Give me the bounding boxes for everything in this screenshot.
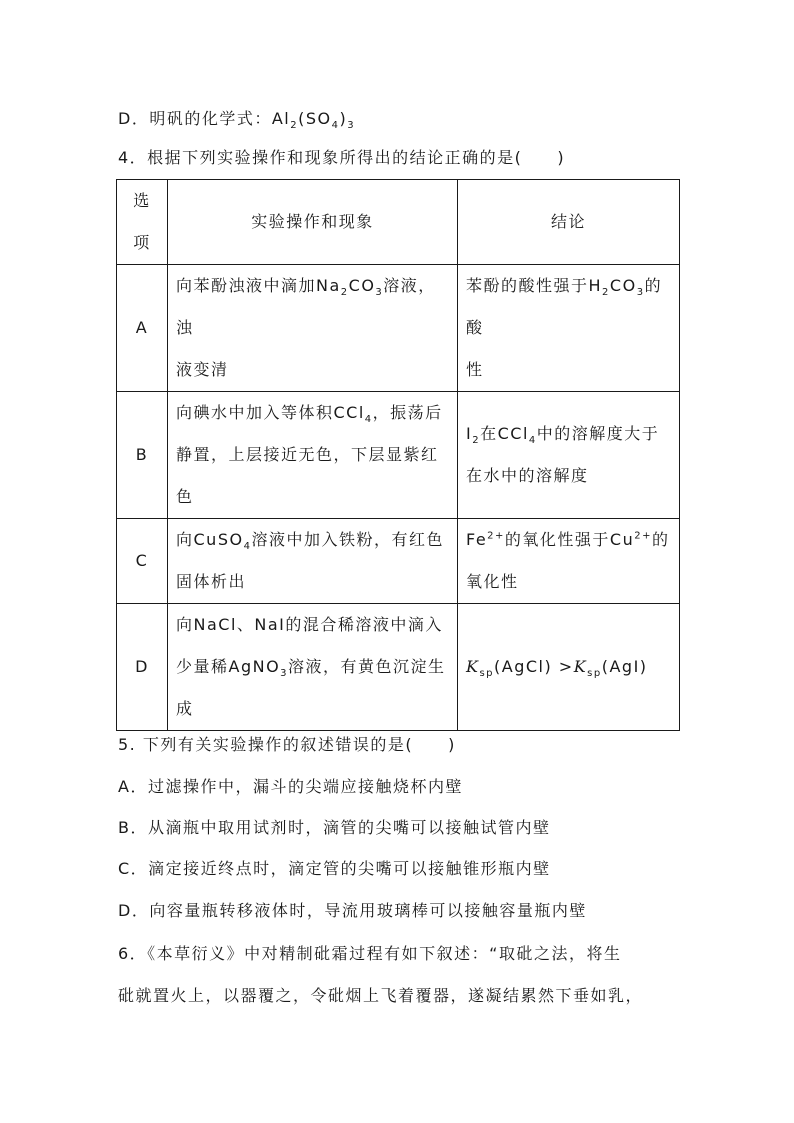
row-d-conclusion: $K_{sp}(AgCl) >K_{sp}(AgI)$ — [458, 604, 680, 731]
row-b-operation: 向碘水中加入等体积CCl$_4$，振荡后 静置，上层接近无色，下层显紫红 色 — [168, 392, 458, 519]
q4-stem: 4．根据下列实验操作和现象所得出的结论正确的是( ) — [118, 148, 566, 167]
table-row-a — [117, 265, 680, 392]
row-c-operation: 向CuSO$_4$溶液中加入铁粉，有红色 固体析出 — [168, 519, 458, 604]
row-d-label: D — [117, 604, 168, 731]
q5-option-d: D．向容量瓶转移液体时，导流用玻璃棒可以接触容量瓶内壁 — [118, 901, 587, 920]
row-d-operation: 向NaCl、NaI的混合稀溶液中滴入 少量稀AgNO$_3$溶液，有黄色沉淀生 成 — [168, 604, 458, 731]
row-c-conclusion: $Fe^{2+}$的氧化性强于$Cu^{2+}$的 氧化性 — [458, 519, 680, 604]
q6-line-1: 6．《本草衍义》中对精制砒霜过程有如下叙述：“取砒之法，将生 — [118, 944, 622, 963]
row-a-label: A — [117, 265, 168, 392]
q4-table — [116, 179, 680, 731]
q5-option-b: B．从滴瓶中取用试剂时，滴管的尖嘴可以接触试管内壁 — [118, 818, 551, 837]
row-c-label: C — [117, 519, 168, 604]
row-a-conclusion: 苯酚的酸性强于$H_2CO_3$的酸 性 — [458, 265, 680, 392]
header-option: 选 项 — [117, 180, 168, 265]
q6-line-2: 砒就置火上，以器覆之，令砒烟上飞着覆器，遂凝结累然下垂如乳， — [118, 986, 644, 1005]
table-header-row — [117, 180, 680, 265]
table-row-b — [117, 392, 680, 519]
row-a-operation: 向苯酚浊液中滴加$Na_2CO_3$溶液，浊 液变清 — [168, 265, 458, 392]
q3-option-d: D．明矾的化学式：$Al_2(SO_4)_3$ — [118, 109, 356, 132]
q5-stem: 5. 下列有关实验操作的叙述错误的是( ) — [118, 735, 456, 754]
header-operation: 实验操作和现象 — [168, 180, 458, 265]
header-conclusion: 结论 — [458, 180, 680, 265]
row-b-label: B — [117, 392, 168, 519]
table-row-d — [117, 604, 680, 731]
row-b-conclusion: $I_2$在CCl$_4$中的溶解度大于 在水中的溶解度 — [458, 392, 680, 519]
q5-option-c: C．滴定接近终点时，滴定管的尖嘴可以接触锥形瓶内壁 — [118, 859, 551, 878]
table-row-c — [117, 519, 680, 604]
q5-option-a: A．过滤操作中，漏斗的尖端应接触烧杯内壁 — [118, 777, 463, 796]
